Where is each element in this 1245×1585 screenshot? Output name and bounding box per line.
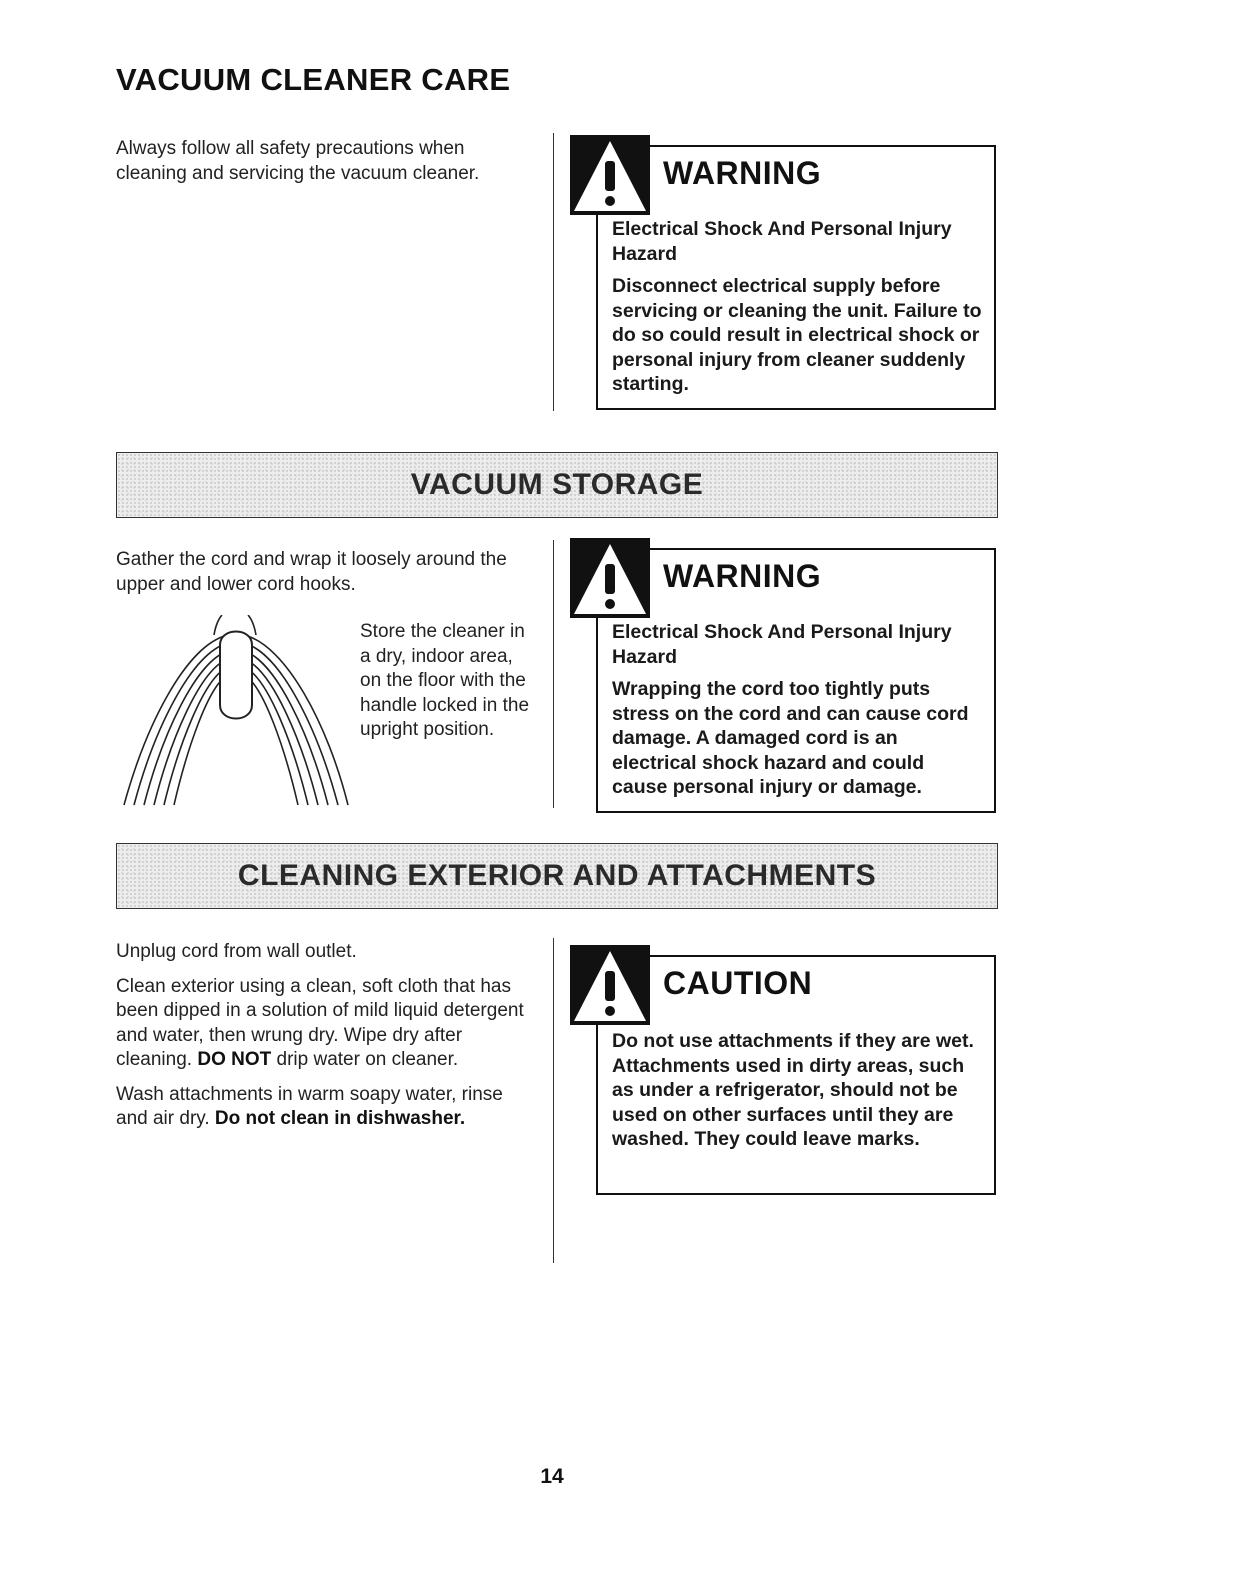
page-title: VACUUM CLEANER CARE <box>116 62 511 97</box>
warning-triangle-icon <box>570 135 650 215</box>
column-divider <box>553 938 554 1263</box>
caution-text: Do not use attachments if they are wet. Attachments used in dirty areas, such as under a refrigerator, should not be used on other surfaces until they are washed. They could leave marks. <box>612 1030 974 1150</box>
warning-heading: WARNING <box>663 558 822 594</box>
attachments-text: Wash attachments in warm soapy water, rinse and air dry. <box>116 1083 503 1129</box>
warning-body <box>612 217 984 405</box>
storage-intro <box>116 548 526 607</box>
page-number: 14 <box>540 1465 564 1488</box>
cord-hook-icon <box>116 615 351 815</box>
care-intro-text: Always follow all safety precautions when cleaning and servicing the vacuum cleaner. <box>116 138 480 184</box>
caution-body <box>612 1029 984 1160</box>
cleaning-step-unplug: Unplug cord from wall outlet. <box>116 941 357 962</box>
hazard-text: Wrapping the cord too tightly puts stress on the cord and can cause cord damage. A damaged cord is an electrical shock hazard and could cause personal injury or damage. <box>612 678 969 798</box>
care-warning-box <box>596 145 996 410</box>
exterior-text: Clean exterior using a clean, soft cloth that has been dipped in a solution of mild liquid detergent and water, then wrung dry. Wipe dry after cleaning. <box>116 975 524 1070</box>
exterior-text-end: drip water on cleaner. <box>271 1049 459 1070</box>
section-banner-storage <box>116 452 998 518</box>
warning-heading: WARNING <box>663 155 822 191</box>
warning-triangle-icon <box>570 538 650 618</box>
exterior-emphasis: DO NOT <box>197 1049 272 1070</box>
banner-title: CLEANING EXTERIOR AND ATTACHMENTS <box>237 859 877 892</box>
banner-title: VACUUM STORAGE <box>410 468 704 501</box>
caution-heading: CAUTION <box>663 965 813 1001</box>
column-divider <box>553 133 554 411</box>
caution-triangle-icon <box>570 945 650 1025</box>
care-intro <box>116 137 501 196</box>
hazard-title: Electrical Shock And Personal Injury Hazard <box>612 621 952 668</box>
storage-warning-box <box>596 548 996 813</box>
section-banner-cleaning <box>116 843 998 909</box>
warning-body <box>612 620 984 808</box>
storage-intro-text: Gather the cord and wrap it loosely around the upper and lower cord hooks. <box>116 549 507 595</box>
hazard-text: Disconnect electrical supply before servicing or cleaning the unit. Failure to do so could result in electrical shock or personal injury from cleaner suddenly starting. <box>612 275 982 395</box>
cleaning-caution-box <box>596 955 996 1195</box>
cord-wrap-illustration <box>116 615 351 815</box>
column-divider <box>553 540 554 808</box>
cleaning-instructions <box>116 940 526 1142</box>
cleaning-step-attachments <box>116 1083 526 1132</box>
cleaning-step-exterior <box>116 975 526 1073</box>
storage-instructions <box>360 620 530 753</box>
attachments-emphasis: Do not clean in dishwasher. <box>214 1108 466 1129</box>
hazard-title: Electrical Shock And Personal Injury Hazard <box>612 218 952 265</box>
storage-text: Store the cleaner in a dry, indoor area, on the floor with the handle locked in the upright position. <box>360 621 530 740</box>
